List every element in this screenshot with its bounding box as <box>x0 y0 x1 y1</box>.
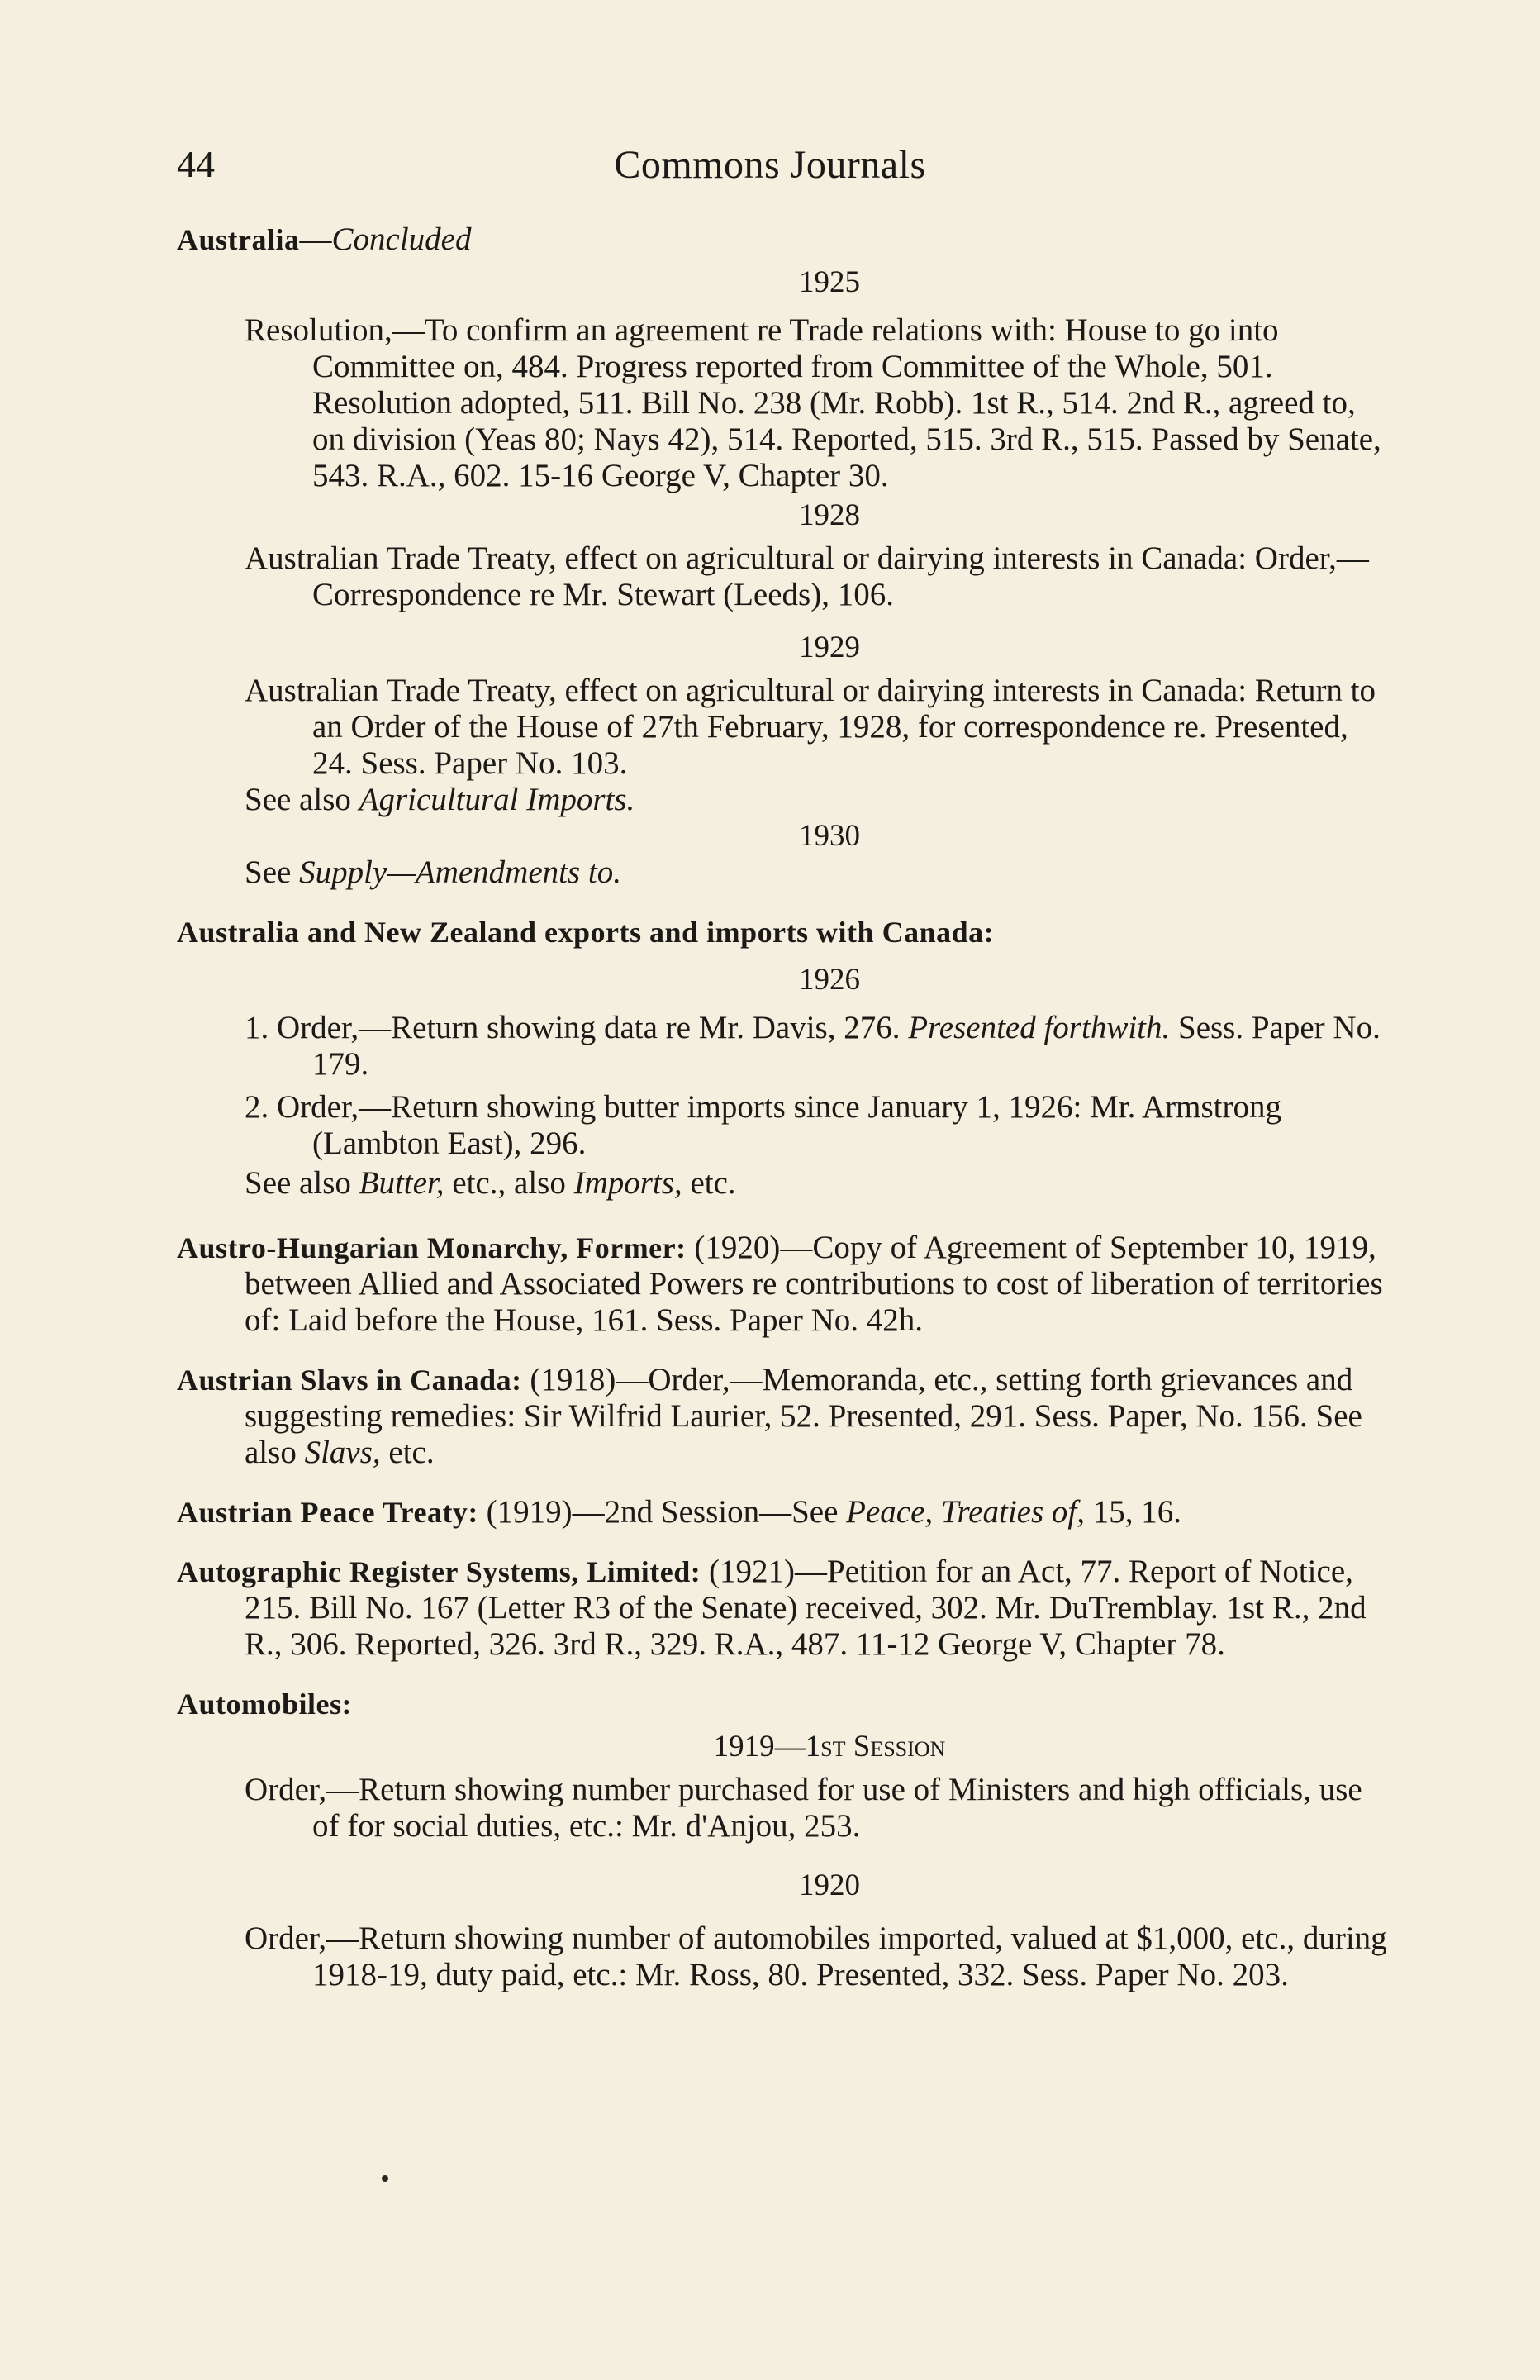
entry-text: Australian Trade Treaty, effect on agricultural or dairying interests in Canada: Order,—Correspondence re Mr. Stewart (Leeds), 106. <box>245 540 1369 612</box>
page-header <box>0 142 1540 192</box>
see-line: See Supply—Amendments to. <box>245 854 622 890</box>
entry-text: Resolution,—To confirm an agreement re Trade relations with: House to go into Committee on, 484. Progress reported from Committee of the Whole, 501. Resolution adopted, 511. Bill No. 238 (Mr. Robb). 1st R., 514. 2nd R., agreed to, on division (Yeas 80; Nays 42), 514. Reported, 515. 3rd R., 515. Passed by Senate, 543. R.A., 602. 15-16 George V, Chapter 30. <box>245 312 1381 493</box>
year-heading: 1919—1st Session <box>713 1730 946 1764</box>
entry-heading-australia: Australia—Concluded <box>177 221 472 257</box>
entry-austrian-slavs: Austrian Slavs in Canada: (1918)—Order,—Memoranda, etc., setting forth grievances and suggesting remedies: Sir Wilfrid Laurier, 52. Presented, 291. Sess. Paper, No. 156. See also Slavs, etc. <box>177 1362 1362 1470</box>
list-item: 2. Order,—Return showing butter imports since January 1, 1926: Mr. Armstrong (Lambton East), 296. <box>245 1089 1281 1161</box>
entry-austro-hungarian: Austro-Hungarian Monarchy, Former: (1920)—Copy of Agreement of September 10, 1919, between Allied and Associated Powers re contributions to cost of liberation of territories of: Laid before the House, 161. Sess. Paper No. 42h. <box>177 1230 1383 1338</box>
entry-text: Australian Trade Treaty, effect on agricultural or dairying interests in Canada: Return to an Order of the House of 27th February, 1928, for correspondence re. Presented, 24. Sess. Paper No. 103. <box>245 673 1376 781</box>
year-heading: 1930 <box>799 819 860 853</box>
see-also-line: See also Butter, etc., also Imports, etc. <box>245 1165 736 1201</box>
year-heading: 1928 <box>799 498 860 532</box>
entry-heading-automobiles: Automobiles: <box>177 1687 352 1721</box>
entry-text: Order,—Return showing number of automobiles imported, valued at $1,000, etc., during 1918-19, duty paid, etc.: Mr. Ross, 80. Presented, 332. Sess. Paper No. 203. <box>245 1921 1387 1992</box>
ink-speck <box>382 2175 388 2182</box>
year-heading: 1929 <box>799 631 860 664</box>
year-heading: 1920 <box>799 1868 860 1902</box>
year-heading: 1926 <box>799 963 860 997</box>
list-item: 1. Order,—Return showing data re Mr. Davis, 276. Presented forthwith. Sess. Paper No. 179. <box>245 1010 1381 1082</box>
entry-autographic-register: Autographic Register Systems, Limited: (1921)—Petition for an Act, 77. Report of Notice, 215. Bill No. 167 (Letter R3 of the Senate) received, 302. Mr. DuTremblay. 1st R., 2nd R., 306. Reported, 326. 3rd R., 329. R.A., 487. 11-12 George V, Chapter 78. <box>177 1554 1367 1662</box>
page-number: 44 <box>177 143 215 185</box>
entry-text: Order,—Return showing number purchased for use of Ministers and high officials, use of for social duties, etc.: Mr. d'Anjou, 253. <box>245 1772 1362 1844</box>
entry-heading-australia-nz: Australia and New Zealand exports and imports with Canada: <box>177 916 995 949</box>
index-content <box>177 221 1391 1993</box>
year-heading: 1925 <box>799 265 860 299</box>
see-also-line: See also Agricultural Imports. <box>245 782 635 817</box>
page-title: Commons Journals <box>614 143 926 187</box>
entry-austrian-peace-treaty: Austrian Peace Treaty: (1919)—2nd Session—See Peace, Treaties of, 15, 16. <box>177 1494 1181 1530</box>
